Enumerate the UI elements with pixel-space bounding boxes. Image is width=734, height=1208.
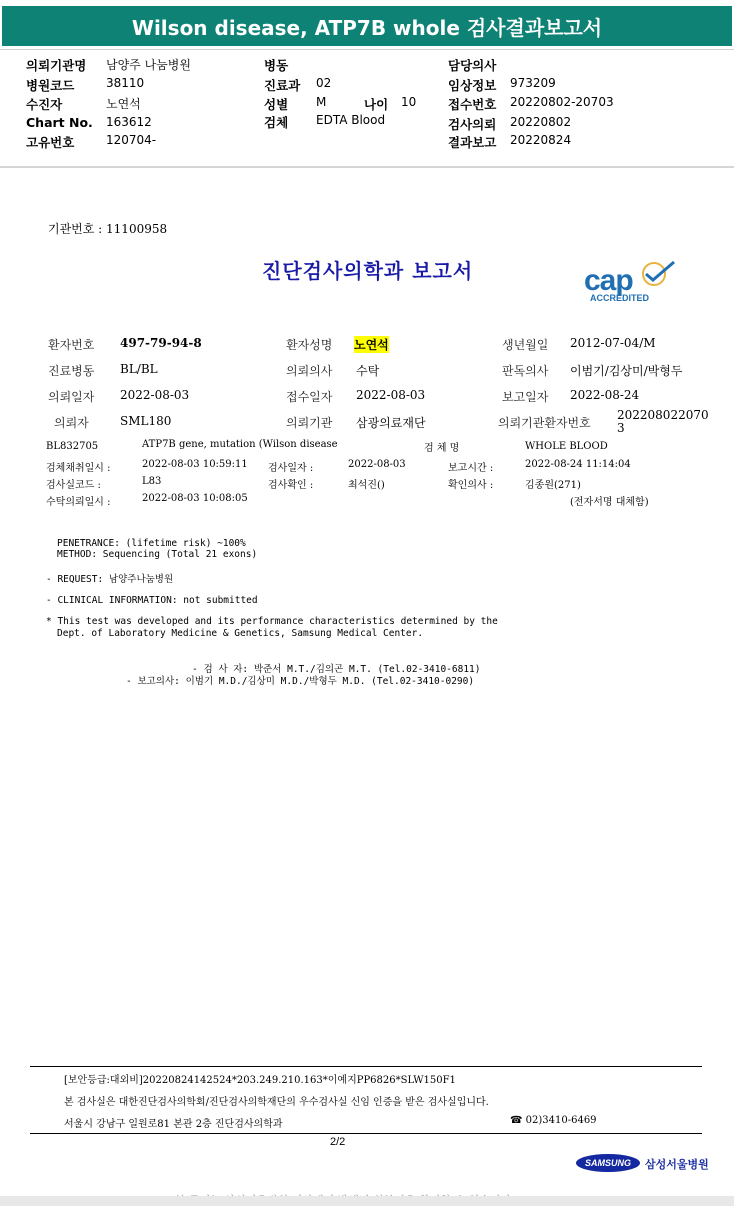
- field-value: BL/BL: [120, 362, 158, 376]
- info-value: 노연석: [106, 97, 141, 111]
- reporttime-label: 보고시간 :: [448, 463, 494, 474]
- report-footer: [30, 1066, 702, 1134]
- info-label: 병원코드: [26, 78, 75, 93]
- info-value: 20220802-20703: [510, 95, 614, 109]
- security-line: [보안등급:대외비]20220824142524*203.249.210.163*이예지PP6826*SLW150F1: [64, 1075, 456, 1086]
- field-label: 의뢰의사: [286, 364, 333, 378]
- field-label: 판독의사: [502, 364, 549, 378]
- info-label: 성별: [264, 97, 289, 112]
- info-label: 의뢰기관명: [26, 58, 87, 73]
- samsung-logo: SAMSUNG: [576, 1154, 640, 1172]
- info-value: 20220824: [510, 133, 572, 147]
- info-label: 담당의사: [448, 58, 497, 73]
- test-name: ATP7B gene, mutation (Wilson disease: [142, 439, 338, 450]
- info-label: 수진자: [26, 97, 63, 112]
- body-line: - 검 사 자: 박준서 M.T./김의곤 M.T. (Tel.02-3410-6811): [192, 664, 481, 675]
- specimen-label: 검 체 명: [424, 443, 460, 454]
- institution-number: 기관번호 : 11100958: [48, 222, 168, 236]
- field-label: 생년월일: [502, 338, 549, 352]
- info-value: M: [316, 95, 327, 109]
- labcode-label: 검사실코드 :: [46, 480, 101, 491]
- field-label: 의뢰일자: [48, 390, 95, 404]
- info-value: 973209: [510, 76, 556, 90]
- field-value: 2012-07-04/M: [570, 336, 656, 350]
- body-line: - 보고의사: 이범기 M.D./김상미 M.D./박형두 M.D. (Tel.02-3410-0290): [126, 676, 475, 687]
- body-line: - REQUEST: 남양주나눔병원: [46, 574, 174, 585]
- info-value: 10: [401, 95, 417, 109]
- patient-name: 노연석: [354, 338, 389, 352]
- field-value: SML180: [120, 414, 172, 428]
- request-label: 수탁의뢰일시 :: [46, 497, 111, 508]
- page-number: 2/2: [330, 1136, 346, 1148]
- field-value: 2022-08-03: [120, 388, 190, 402]
- report-page: [0, 170, 734, 1200]
- collect-label: 검체채취일시 :: [46, 463, 111, 474]
- collect-value: 2022-08-03 10:59:11: [142, 459, 248, 470]
- info-label: 접수번호: [448, 97, 497, 112]
- info-label: 검사의뢰: [448, 117, 497, 132]
- report-title: 진단검사의학과 보고서: [262, 259, 474, 283]
- field-value: 2022-08-03: [356, 388, 426, 402]
- body-line: PENETRANCE: (lifetime risk) ~100%: [57, 538, 246, 549]
- field-label: 환자성명: [286, 338, 333, 352]
- field-value: 2022-08-24: [570, 388, 640, 402]
- field-label: 보고일자: [502, 390, 549, 404]
- info-label: 임상정보: [448, 78, 497, 93]
- title-bar: [0, 0, 734, 50]
- test-code: BL832705: [46, 441, 99, 452]
- report-header-title: Wilson disease, ATP7B whole 검사결과보고서: [2, 6, 732, 46]
- field-value: 삼광의료재단: [356, 416, 426, 430]
- info-value: EDTA Blood: [316, 113, 386, 127]
- testdate-label: 검사일자 :: [268, 463, 314, 474]
- bottom-edge: [0, 1196, 734, 1206]
- info-block: [0, 50, 734, 168]
- address-line: 서울시 강남구 일원로81 본관 2층 진단검사의학과: [64, 1119, 283, 1130]
- info-label: 검체: [264, 115, 289, 130]
- info-label: Chart No.: [26, 115, 93, 130]
- esign-note: (전자서명 대체함): [570, 497, 649, 508]
- cap-check-icon: [640, 260, 676, 288]
- field-value: 3: [617, 421, 625, 435]
- cap-logo-word: cap: [584, 264, 633, 297]
- testdate-value: 2022-08-03: [348, 459, 406, 470]
- certification-line: 본 검사실은 대한진단검사의학회/진단검사의학재단의 우수검사실 신임 인증을 받은 검사실입니다.: [64, 1097, 489, 1108]
- info-value: 120704-: [106, 133, 157, 147]
- reporttime-value: 2022-08-24 11:14:04: [525, 459, 631, 470]
- info-label: 결과보고: [448, 135, 497, 150]
- cap-accredited-logo: [584, 262, 680, 306]
- field-value: 수탁: [356, 364, 380, 378]
- info-value: 38110: [106, 76, 145, 90]
- body-line: * This test was developed and its performance characteristics determined by the: [46, 616, 498, 627]
- labcode-value: L83: [142, 476, 162, 487]
- request-value: 2022-08-03 10:08:05: [142, 493, 248, 504]
- body-line: - CLINICAL INFORMATION: not submitted: [46, 595, 258, 606]
- confirm-value: 최석진(): [348, 480, 385, 491]
- field-value: 이범기/김상미/박형두: [570, 364, 683, 378]
- body-line: METHOD: Sequencing (Total 21 exons): [57, 549, 258, 560]
- doctor-value: 김종원(271): [525, 480, 581, 491]
- field-label: 의뢰자: [54, 416, 89, 430]
- info-label: 진료과: [264, 78, 301, 93]
- cap-accredited-text: ACCREDITED: [590, 293, 650, 303]
- info-value: 02: [316, 76, 332, 90]
- phone-line: ☎ 02)3410-6469: [510, 1115, 597, 1126]
- info-label: 병동: [264, 58, 289, 73]
- info-value: 남양주 나눔병원: [106, 58, 191, 72]
- field-label: 환자번호: [48, 338, 95, 352]
- body-line: Dept. of Laboratory Medicine & Genetics, Samsung Medical Center.: [57, 628, 424, 639]
- confirm-label: 검사확인 :: [268, 480, 314, 491]
- field-label: 진료병동: [48, 364, 95, 378]
- field-value: 202208022070: [617, 408, 709, 422]
- field-label: 의뢰기관: [286, 416, 333, 430]
- field-label: 의뢰기관환자번호: [498, 416, 591, 430]
- info-label: 고유번호: [26, 135, 75, 150]
- field-label: 접수일자: [286, 390, 333, 404]
- doctor-label: 확인의사 :: [448, 480, 494, 491]
- info-value: 163612: [106, 115, 152, 129]
- hospital-name: 삼성서울병원: [645, 1158, 709, 1171]
- info-label: 나이: [364, 97, 389, 112]
- info-value: 20220802: [510, 115, 572, 129]
- patient-id: 497-79-94-8: [120, 336, 202, 350]
- specimen-value: WHOLE BLOOD: [525, 441, 608, 452]
